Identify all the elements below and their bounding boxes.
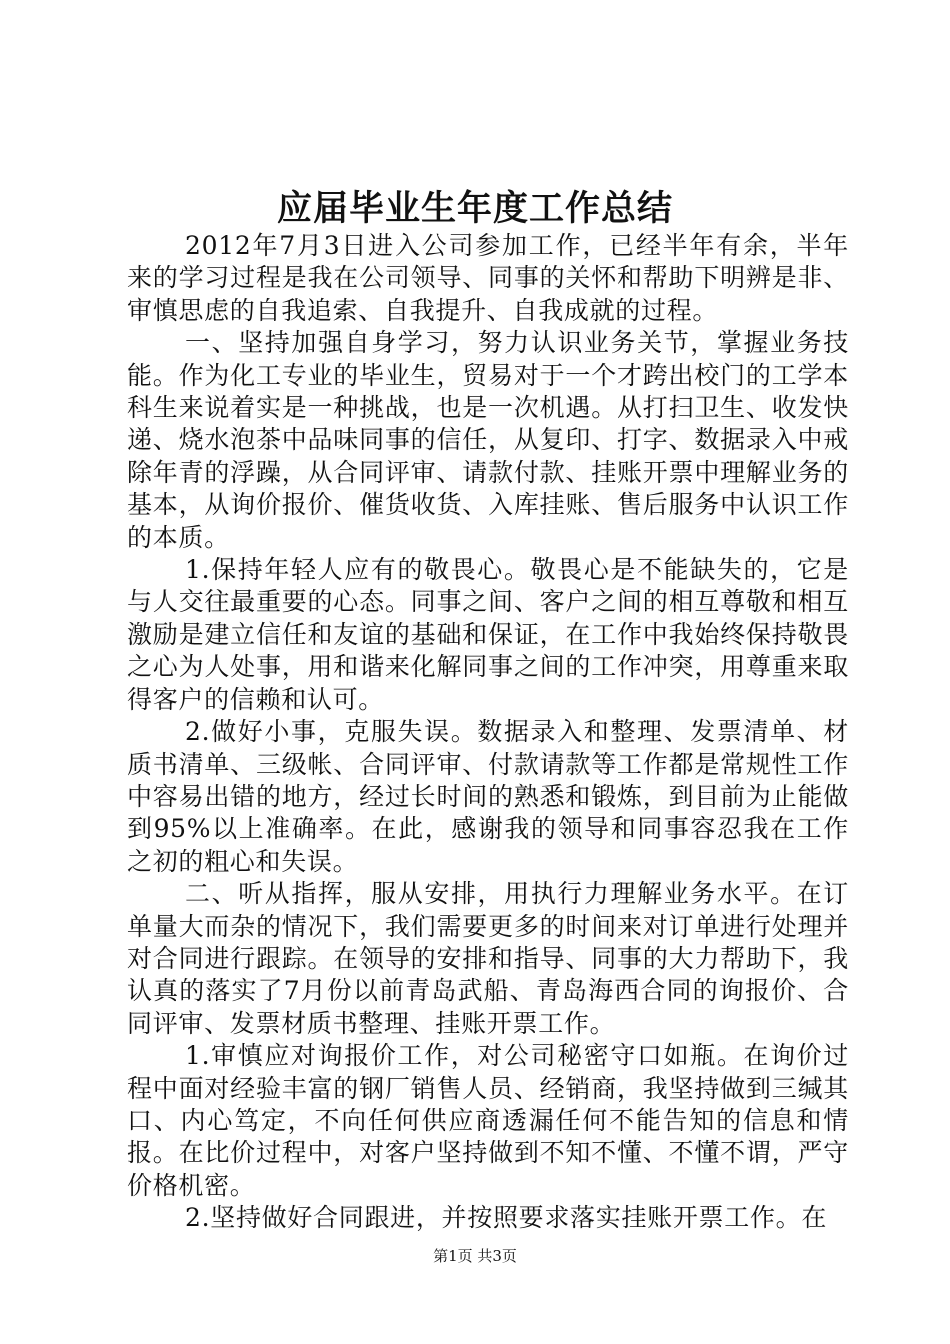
paragraph-section-2-item-2: 2.坚持做好合同跟进，并按照要求落实挂账开票工作。在	[185, 1203, 828, 1233]
paragraph-section-1: 一、坚持加强自身学习，努力认识业务关节，掌握业务技能。作为化工专业的毕业生，贸易对于一个才跨出校门的工学本科生来说着实是一种挑战，也是一次机遇。从打扫卫生、收发快递、烧水泡茶中品味同事的信任，从复印、打字、数据录入中戒除年青的浮躁，从合同评审、请款付款、挂账开票中理解业务的基本，从询价报价、催货收货、入库挂账、售后服务中认识工作的本质。	[127, 328, 849, 552]
paragraph-section-1-item-1: 1.保持年轻人应有的敬畏心。敬畏心是不能缺失的，它是与人交往最重要的心态。同事之间、客户之间的相互尊敬和相互激励是建立信任和友谊的基础和保证，在工作中我始终保持敬畏之心为人处事，用和谐来化解同事之间的工作冲突，用尊重来取得客户的信赖和认可。	[127, 555, 849, 714]
paragraph-intro: 2012年7月3日进入公司参加工作，已经半年有余，半年来的学习过程是我在公司领导、同事的关怀和帮助下明辨是非、审慎思虑的自我追索、自我提升、自我成就的过程。	[127, 231, 849, 325]
paragraph-section-1-item-2: 2.做好小事，克服失误。数据录入和整理、发票清单、材质书清单、三级帐、合同评审、付款请款等工作都是常规性工作中容易出错的地方，经过长时间的熟悉和锻炼，到目前为止能做到95%以上准确率。在此，感谢我的领导和同事容忍我在工作之初的粗心和失误。	[127, 717, 849, 876]
paragraph-section-2: 二、听从指挥，服从安排，用执行力理解业务水平。在订单量大而杂的情况下，我们需要更多的时间来对订单进行处理并对合同进行跟踪。在领导的安排和指导、同事的大力帮助下，我认真的落实了7月份以前青岛武船、青岛海西合同的询报价、合同评审、发票材质书整理、挂账开票工作。	[127, 879, 849, 1038]
page-number: 第1页 共3页	[433, 1247, 517, 1265]
document-title: 应届毕业生年度工作总结	[276, 188, 673, 229]
paragraph-section-2-item-1: 1.审慎应对询报价工作，对公司秘密守口如瓶。在询价过程中面对经验丰富的钢厂销售人员、经销商，我坚持做到三缄其口、内心笃定，不向任何供应商透漏任何不能告知的信息和情报。在比价过程中，对客户坚持做到不知不懂、不懂不谓，严守价格机密。	[127, 1041, 849, 1200]
document-body	[127, 230, 849, 1235]
